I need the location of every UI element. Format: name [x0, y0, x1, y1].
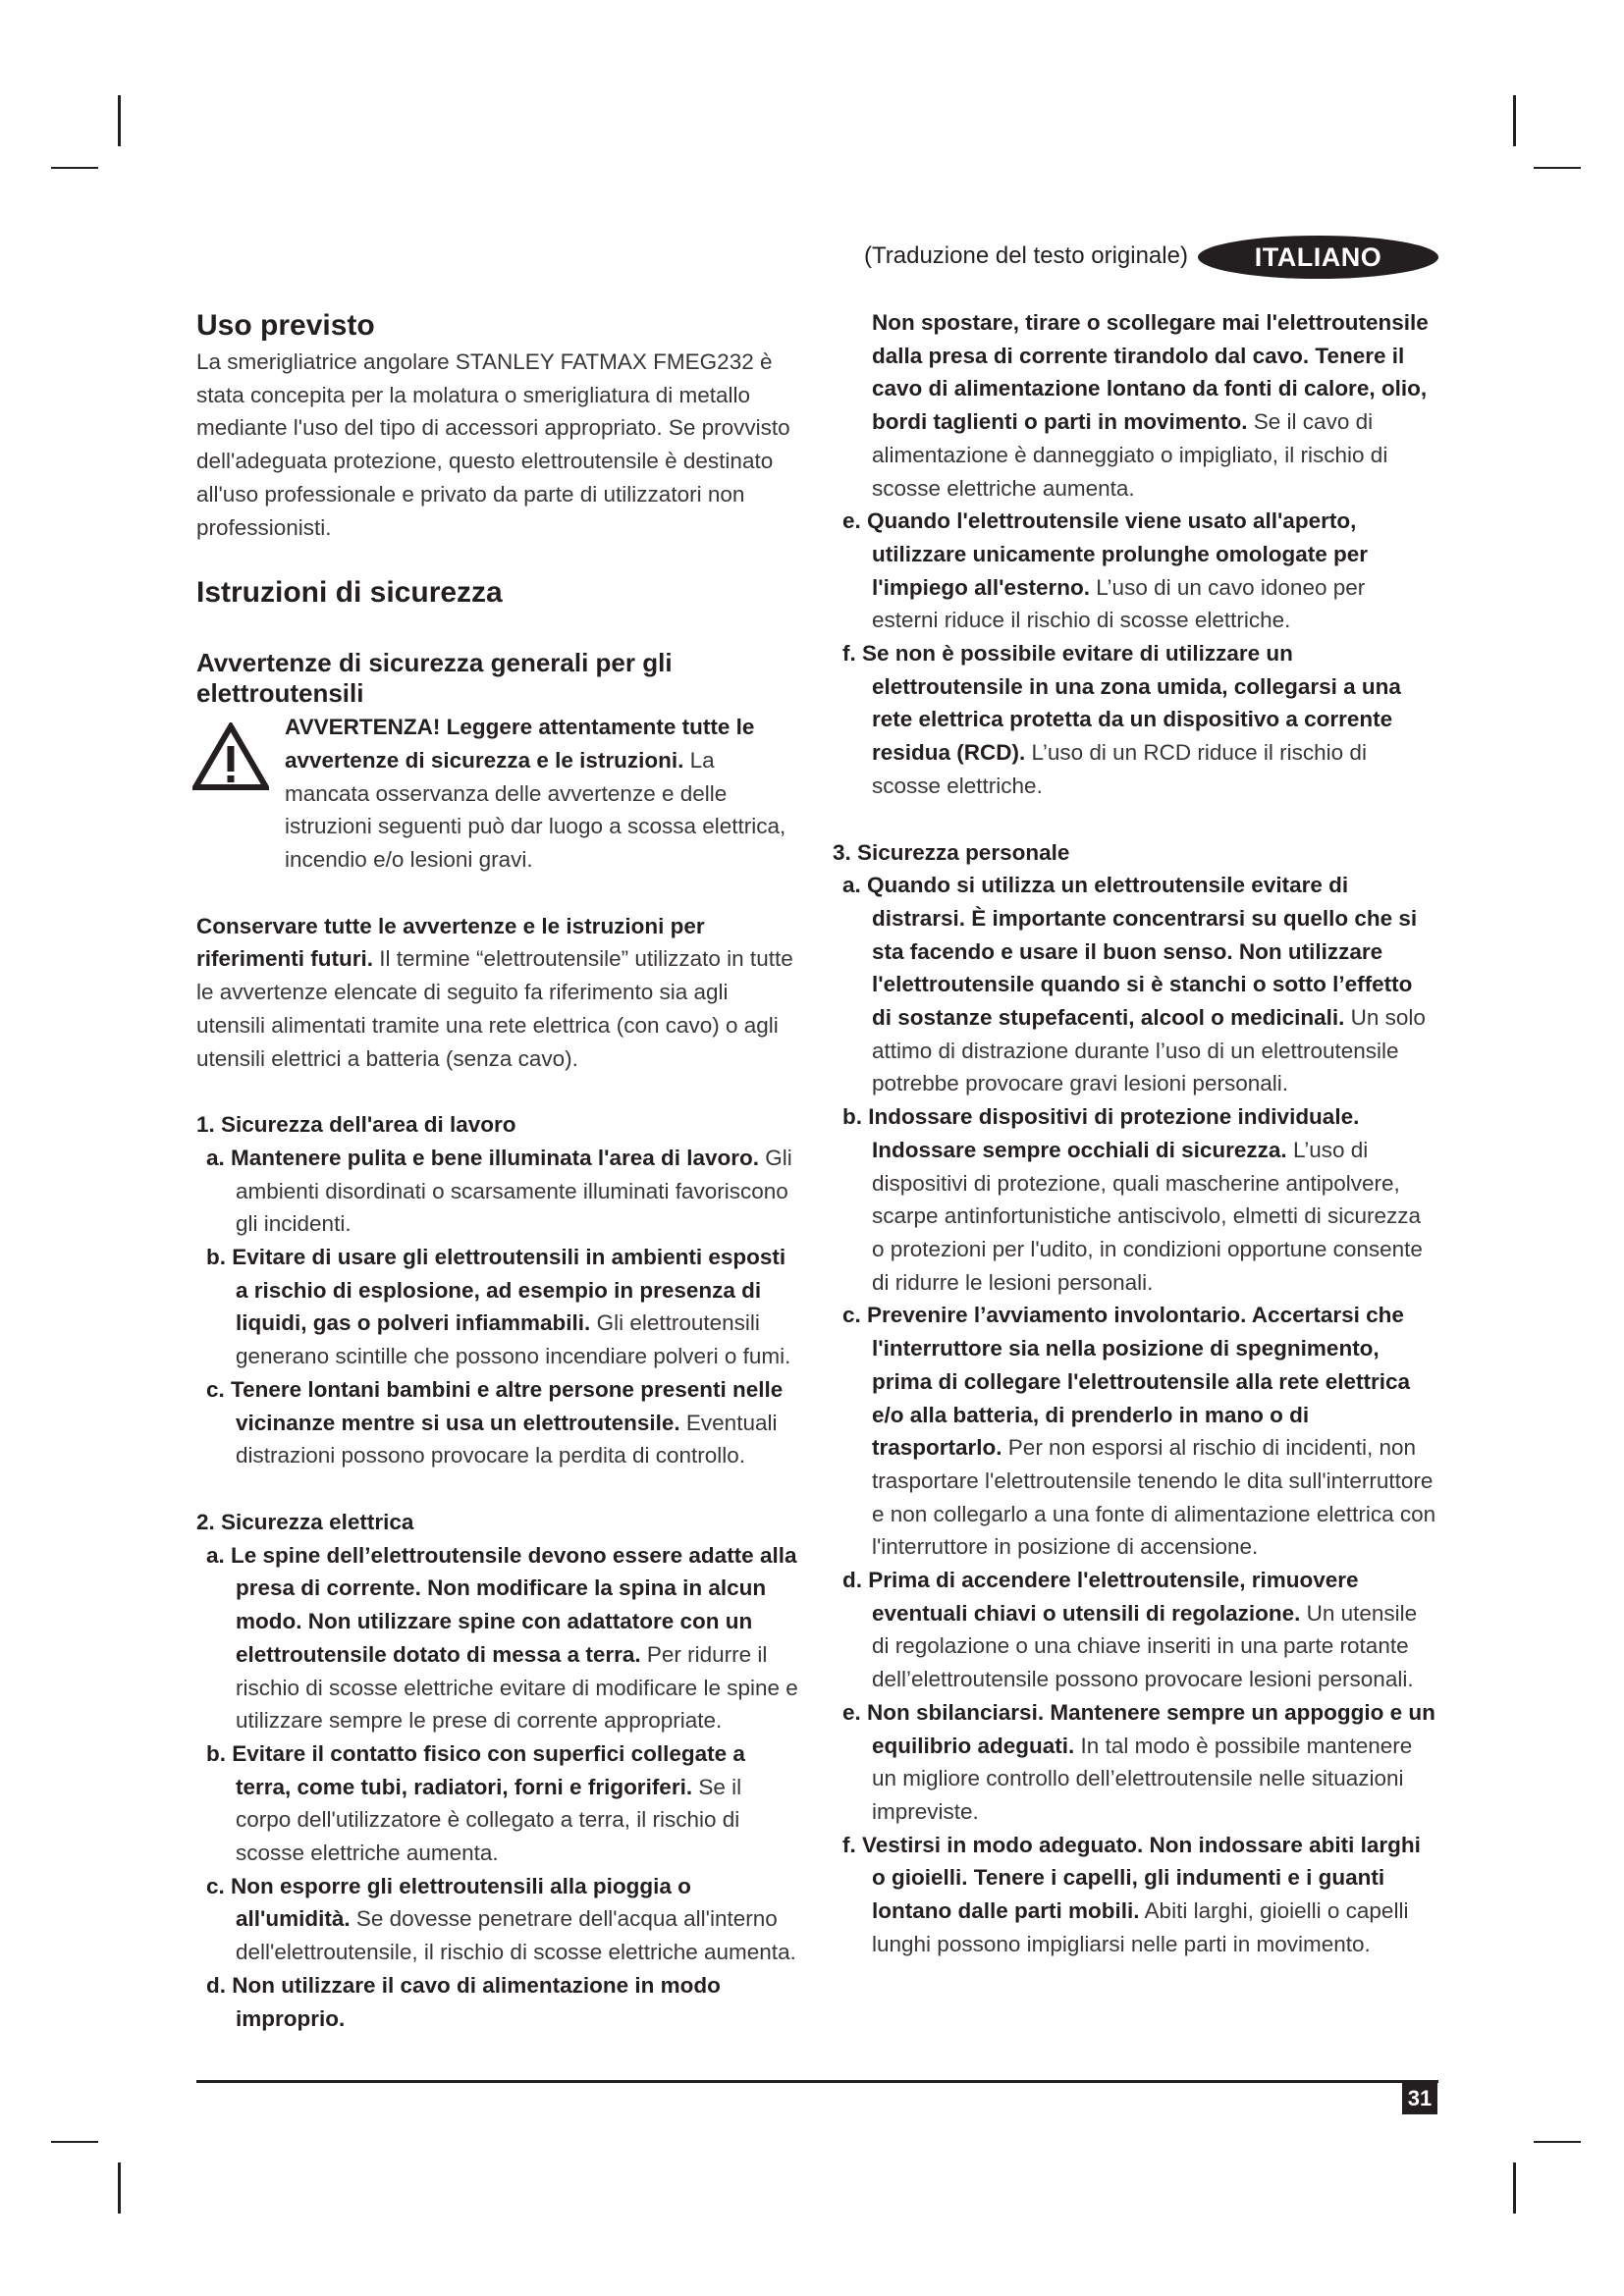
section-title-uso: Uso previsto — [196, 309, 375, 342]
conserve-text: Il termine “elettroutensile” utilizzato in tutte le avvertenze elencate di seguito fa riferimento sia agli utensili alimentati tramite una rete elettrica (con cavo) o agli utensili elettrici a batteria (senza cavo). — [196, 946, 793, 1071]
item-bold: e. Quando l'elettroutensile viene usato all'aperto, utilizzare unicamente prolunghe omologate per l'impiego all'esterno. — [842, 508, 1369, 600]
footer-rule — [196, 2080, 1438, 2083]
list-item-1a — [196, 1142, 800, 1241]
crop-mark — [1534, 2141, 1581, 2143]
section-3-title: 3. Sicurezza personale — [833, 839, 1070, 865]
list-item-3d — [833, 1564, 1436, 1696]
conserve-bold: Conservare tutte le avvertenze e le istruzioni per riferimenti futuri. — [196, 913, 705, 972]
list-item-2f — [833, 637, 1436, 803]
list-item-3b — [833, 1100, 1436, 1299]
crop-mark — [51, 167, 98, 169]
section-title-istruzioni: Istruzioni di sicurezza — [196, 576, 503, 610]
item-bold: c. Tenere lontani bambini e altre persone presenti nelle vicinanze mentre si usa un elettroutensile. — [206, 1376, 784, 1435]
list-item-1c — [196, 1373, 800, 1472]
warning-text: La mancata osservanza delle avvertenze e delle istruzioni seguenti può dar luogo a scossa elettrica, incendio e/o lesioni gravi. — [285, 747, 786, 873]
item-bold: a. Quando si utilizza un elettroutensile evitare di distrarsi. È importante concentrarsi su quello che si sta facendo e usare il buon senso. Non utilizzare l'elettroutensile quando si è stanchi o sotto l’effetto di sostanze stupefacenti, alcool o medicinali. — [842, 873, 1418, 1031]
item-bold: e. Non sbilanciarsi. Mantenere sempre un appoggio e un equilibrio adeguati. — [842, 1699, 1435, 1758]
language-badge: ITALIANO — [1198, 236, 1438, 279]
uso-text: La smerigliatrice angolare STANLEY FATMAX FMEG232 è stata concepita per la molatura o smerigliatura di metallo mediante l'uso del tipo di accessori appropriato. Se provvisto dell'adeguata protezione, questo elettroutensile è destinato all'uso professionale e privato da parte di utilizzatori non professionisti. — [196, 349, 790, 540]
item-text: Eventuali distrazioni possono provocare la perdita di controllo. — [236, 1410, 778, 1468]
list-item-2a — [196, 1539, 800, 1737]
item-bold: b. Indossare dispositivi di protezione individuale. Indossare sempre occhiali di sicurezza. — [842, 1104, 1360, 1162]
translation-note: (Traduzione del testo originale) — [864, 242, 1188, 269]
subsection-title-avvertenze: Avvertenze di sicurezza generali per gli elettroutensili — [196, 648, 673, 709]
item-text: Un utensile di regolazione o una chiave inseriti in una parte rotante dell’elettroutensile possono provocare lesioni personali. — [872, 1600, 1418, 1692]
item-bold: d. Prima di accendere l'elettroutensile, rimuovere eventuali chiavi o utensili di regolazione. — [842, 1568, 1359, 1626]
item-text: Gli ambienti disordinati o scarsamente illuminati favoriscono gli incidenti. — [236, 1145, 792, 1237]
section-2-title: 2. Sicurezza elettrica — [196, 1509, 414, 1534]
item-text: L’uso di un RCD riduce il rischio di scosse elettriche. — [872, 740, 1367, 798]
item-text: Se il cavo di alimentazione è danneggiato o impigliato, il rischio di scosse elettriche aumenta. — [872, 409, 1388, 501]
crop-mark — [51, 2141, 98, 2143]
list-item-1b — [196, 1241, 800, 1373]
item-bold: b. Evitare di usare gli elettroutensili in ambienti esposti a rischio di esplosione, ad esempio in presenza di liquidi, gas o polveri infiammabili. — [206, 1245, 786, 1336]
conserve-paragraph — [196, 910, 800, 1076]
item-bold: a. Mantenere pulita e bene illuminata l'area di lavoro. — [206, 1145, 760, 1170]
left-column — [196, 306, 800, 2035]
item-text: Se il corpo dell'utilizzatore è collegato a terra, il rischio di scosse elettriche aumenta. — [236, 1774, 742, 1866]
list-item-3f — [833, 1829, 1436, 1961]
item-text: Un solo attimo di distrazione durante l’uso di un elettroutensile potrebbe provocare gravi lesioni personali. — [872, 1005, 1426, 1096]
item-text: Se dovesse penetrare dell'acqua all'interno dell'elettroutensile, il rischio di scosse elettriche aumenta. — [236, 1906, 796, 1965]
page-header — [864, 236, 1438, 279]
item-text: Per non esporsi al rischio di incidenti, non trasportare l'elettroutensile tenendo le dita sull'interruttore e non collegarlo a una fonte di alimentazione elettrica con l'interruttore in posizione di accensione. — [872, 1435, 1436, 1560]
list-item-2d: d. Non utilizzare il cavo di alimentazione in modo improprio. — [206, 1972, 721, 2031]
list-item-2c — [196, 1870, 800, 1969]
list-item-3a — [833, 869, 1436, 1100]
crop-mark — [1513, 95, 1516, 146]
crop-mark — [1534, 167, 1581, 169]
item-text: In tal modo è possibile mantenere un migliore controllo dell’elettroutensile nelle situazioni impreviste. — [872, 1733, 1413, 1824]
item-bold: c. Prevenire l’avviamento involontario. Accertarsi che l'interruttore sia nella posizione di spegnimento, prima di collegare l'elettroutensile alla rete elettrica e/o alla batteria, di prenderlo in mano o di trasportarlo. — [842, 1303, 1411, 1461]
crop-mark — [118, 2163, 121, 2214]
item-bold: c. Non esporre gli elettroutensili alla pioggia o all'umidità. — [206, 1873, 691, 1932]
warning-paragraph — [285, 711, 800, 877]
warning-triangle-icon — [192, 722, 269, 791]
list-item-2b — [196, 1737, 800, 1870]
item-text: L’uso di dispositivi di protezione, quali mascherine antipolvere, scarpe antinfortunistiche antiscivolo, elmetti di sicurezza o protezioni per l'udito, in condizioni opportune consente di ridurre le lesioni personali. — [872, 1137, 1423, 1295]
warning-bold: AVVERTENZA! Leggere attentamente tutte le avvertenze di sicurezza e le istruzioni. — [285, 715, 755, 773]
item-text: Abiti larghi, gioielli o capelli lunghi possono impigliarsi nelle parti in movimento. — [872, 1898, 1409, 1956]
item-text: L’uso di un cavo idoneo per esterni riduce il rischio di scosse elettriche. — [872, 574, 1366, 633]
page-number: 31 — [1402, 2083, 1437, 2114]
list-item-2d-continued — [833, 306, 1436, 505]
item-text: Gli elettroutensili generano scintille che possono incendiare polveri o fumi. — [236, 1310, 791, 1369]
item-bold: f. Vestirsi in modo adeguato. Non indossare abiti larghi o gioielli. Tenere i capelli, gli indumenti e i guanti lontano dalle parti mobili. — [842, 1832, 1421, 1924]
item-text: Per ridurre il rischio di scosse elettriche evitare di modificare le spine e utilizzare sempre le prese di corrente appropriate. — [236, 1641, 798, 1734]
item-bold: Non spostare, tirare o scollegare mai l'elettroutensile dalla presa di corrente tirandolo dal cavo. Tenere il cavo di alimentazione lontano da fonti di calore, olio, bordi taglienti o parti in movimento. — [872, 310, 1429, 435]
item-bold: f. Se non è possibile evitare di utilizzare un elettroutensile in una zona umida, collegarsi a una rete elettrica protetta da un dispositivo a corrente residua (RCD). — [842, 641, 1401, 766]
list-item-3e — [833, 1696, 1436, 1829]
crop-mark — [118, 95, 121, 146]
crop-mark — [1513, 2163, 1516, 2214]
list-item-3c — [833, 1299, 1436, 1564]
warning-block — [196, 711, 800, 877]
section-1-title: 1. Sicurezza dell'area di lavoro — [196, 1112, 516, 1138]
right-column — [833, 306, 1436, 1960]
item-bold: b. Evitare il contatto fisico con superfici collegate a terra, come tubi, radiatori, forni e frigoriferi. — [206, 1740, 745, 1799]
list-item-2e — [833, 505, 1436, 637]
item-bold: a. Le spine dell’elettroutensile devono essere adatte alla presa di corrente. Non modificare la spina in alcun modo. Non utilizzare spine con adattatore con un elettroutensile dotato di messa a terra. — [206, 1542, 797, 1667]
